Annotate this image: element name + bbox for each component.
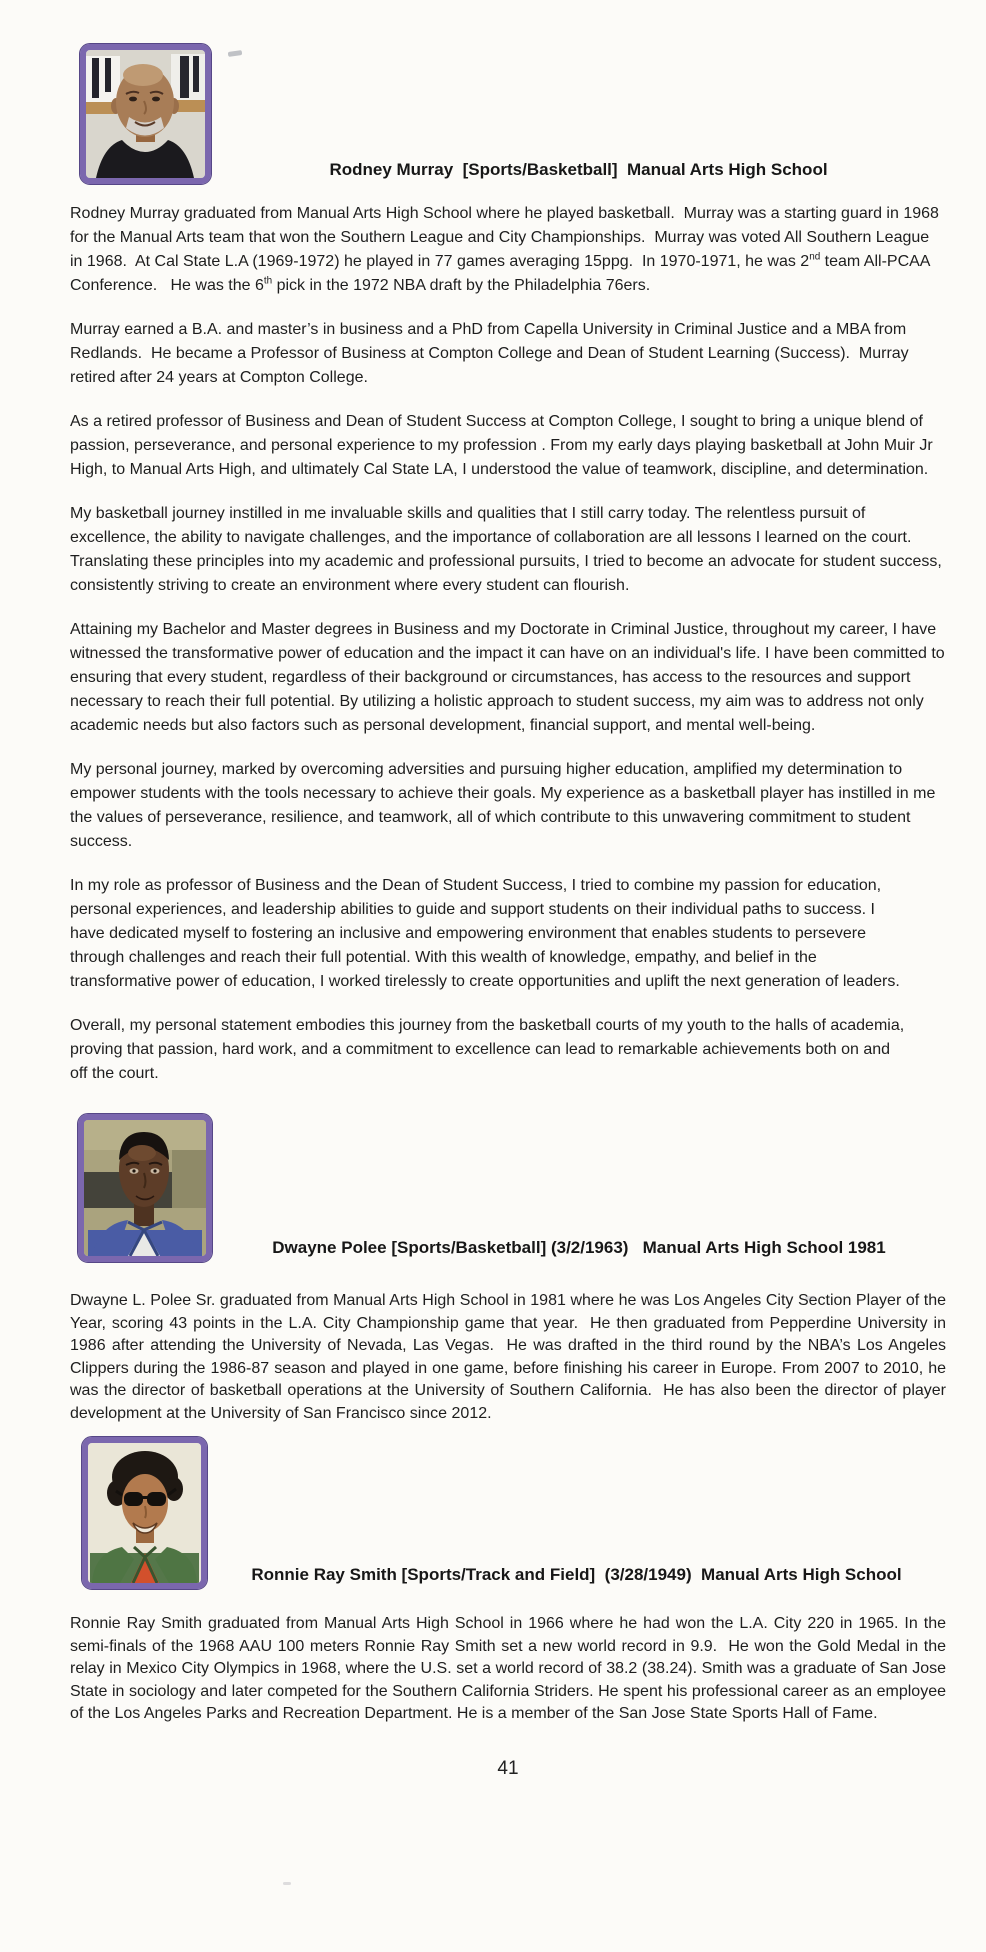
paragraph: In my role as professor of Business and the Dean of Student Success, I tried to combine my passion for education, personal experiences, and leadership abilities to guide and support students on their individual paths to success. I have dedicated myself to fostering an inclusive and empowering environment that enables students to persevere through challenges and reach their full potential. With this wealth of knowledge, empathy, and belief in the transformative power of education, I worked tirelessly to create opportunities and uplift the next generation of leaders. [70, 877, 900, 990]
ronnie-ray-smith-photo [82, 1437, 207, 1589]
profile-section-dwayne-polee [70, 1114, 951, 1425]
paragraph: Ronnie Ray Smith graduated from Manual Arts High School in 1966 where he had won the L.A. City 220 in 1965. In the semi-finals of the 1968 AAU 100 meters Ronnie Ray Smith set a new world record in 9.9. He won the Gold Medal in the relay in Mexico City Olympics in 1968, where the U.S. set a world record of 38.2 (38.24). Smith was a graduate of San Jose State in sociology and later competed for the Southern California Striders. He spent his professional career as an employee of the Los Angeles Parks and Recreation Department. He is a member of the San Jose State Sports Hall of Fame. [70, 1615, 951, 1722]
profile-header-ronnie-ray-smith [70, 1437, 946, 1589]
paragraph: My personal journey, marked by overcoming adversities and pursuing higher education, amplified my determination to empower students with the tools necessary to achieve their goals. My experience as a basketball player has instilled in me the values of perseverance, resilience, and teamwork, all of which contribute to this unwavering commitment to student success. [70, 761, 940, 850]
profile-section-ronnie-ray-smith [70, 1437, 951, 1726]
paragraph: Rodney Murray graduated from Manual Arts High School where he played basketball. Murray was a starting guard in 1968 for the Manual Arts team that won the Southern League and City Championships. Murray was voted All Southern League in 1968. At Cal State L.A (1969-1972) he played in 77 games averaging 15ppg. In 1970-1971, he was 2nd team All-PCAA Conference. He was the 6th pick in the 1972 NBA draft by the Philadelphia 76ers. [70, 205, 944, 294]
paragraph: Attaining my Bachelor and Master degrees in Business and my Doctorate in Criminal Justice, throughout my career, I have witnessed the transformative power of education and the impact it can have on an individual's life. I have been committed to ensuring that every student, regardless of their background or circumstances, has access to the resources and support necessary to reach their full potential. By utilizing a holistic approach to student success, my aim was to address not only academic needs but also factors such as personal development, financial support, and mental well-being. [70, 621, 950, 734]
scan-artifact-speck [283, 1882, 291, 1885]
paragraph: Dwayne L. Polee Sr. graduated from Manual Arts High School in 1981 where he was Los Angeles City Section Player of the Year, scoring 43 points in the L.A. City Championship game that year. He then graduated from Pepperdine University in 1986 after attending the University of Nevada, Las Vegas. He was drafted in the third round by the NBA’s Los Angeles Clippers during the 1986-87 season and played in one game, before finishing his career in Europe. From 2007 to 2010, he was the director of basketball operations at the University of Southern California. He has also been the director of player development at the University of San Francisco since 2012. [70, 1292, 951, 1422]
page-number: 41 [497, 1757, 519, 1779]
profile-heading-ronnie-ray-smith: Ronnie Ray Smith [Sports/Track and Field] (3/28/1949) Manual Arts High School [251, 1565, 902, 1584]
paragraph: Overall, my personal statement embodies this journey from the basketball courts of my youth to the halls of academia, proving that passion, hard work, and a commitment to excellence can lead to remarkable achievements both on and off the court. [70, 1017, 909, 1082]
profile-header-dwayne-polee [70, 1114, 946, 1262]
profile-section-rodney-murray [70, 44, 950, 1086]
scanned-document-page [0, 44, 986, 1952]
dwayne-polee-photo [78, 1114, 212, 1262]
dwayne-polee-portrait-illustration [84, 1120, 206, 1256]
profile-heading-dwayne-polee: Dwayne Polee [Sports/Basketball] (3/2/1963) Manual Arts High School 1981 [272, 1238, 886, 1257]
profile-heading-rodney-murray: Rodney Murray [Sports/Basketball] Manual Arts High School [329, 160, 828, 179]
paragraph: As a retired professor of Business and Dean of Student Success at Compton College, I sought to bring a unique blend of passion, perseverance, and personal experience to my profession . From my early days playing basketball at John Muir Jr High, to Manual Arts High, and ultimately Cal State LA, I understood the value of teamwork, discipline, and determination. [70, 413, 938, 478]
profile-header-rodney-murray [70, 44, 946, 184]
ronnie-ray-smith-portrait-illustration [88, 1443, 201, 1583]
page-content [0, 44, 986, 1780]
paragraph: Murray earned a B.A. and master’s in business and a PhD from Capella University in Criminal Justice and a MBA from Redlands. He became a Professor of Business at Compton College and Dean of Student Learning (Success). Murray retired after 24 years at Compton College. [70, 321, 914, 386]
paragraph: My basketball journey instilled in me invaluable skills and qualities that I still carry today. The relentless pursuit of excellence, the ability to navigate challenges, and the importance of collaboration are all lessons I learned on the court. Translating these principles into my academic and professional pursuits, I tried to become an advocate for student success, consistently striving to create an environment where every student can flourish. [70, 505, 947, 594]
rodney-murray-portrait-illustration [86, 50, 205, 178]
rodney-murray-photo [80, 44, 211, 184]
